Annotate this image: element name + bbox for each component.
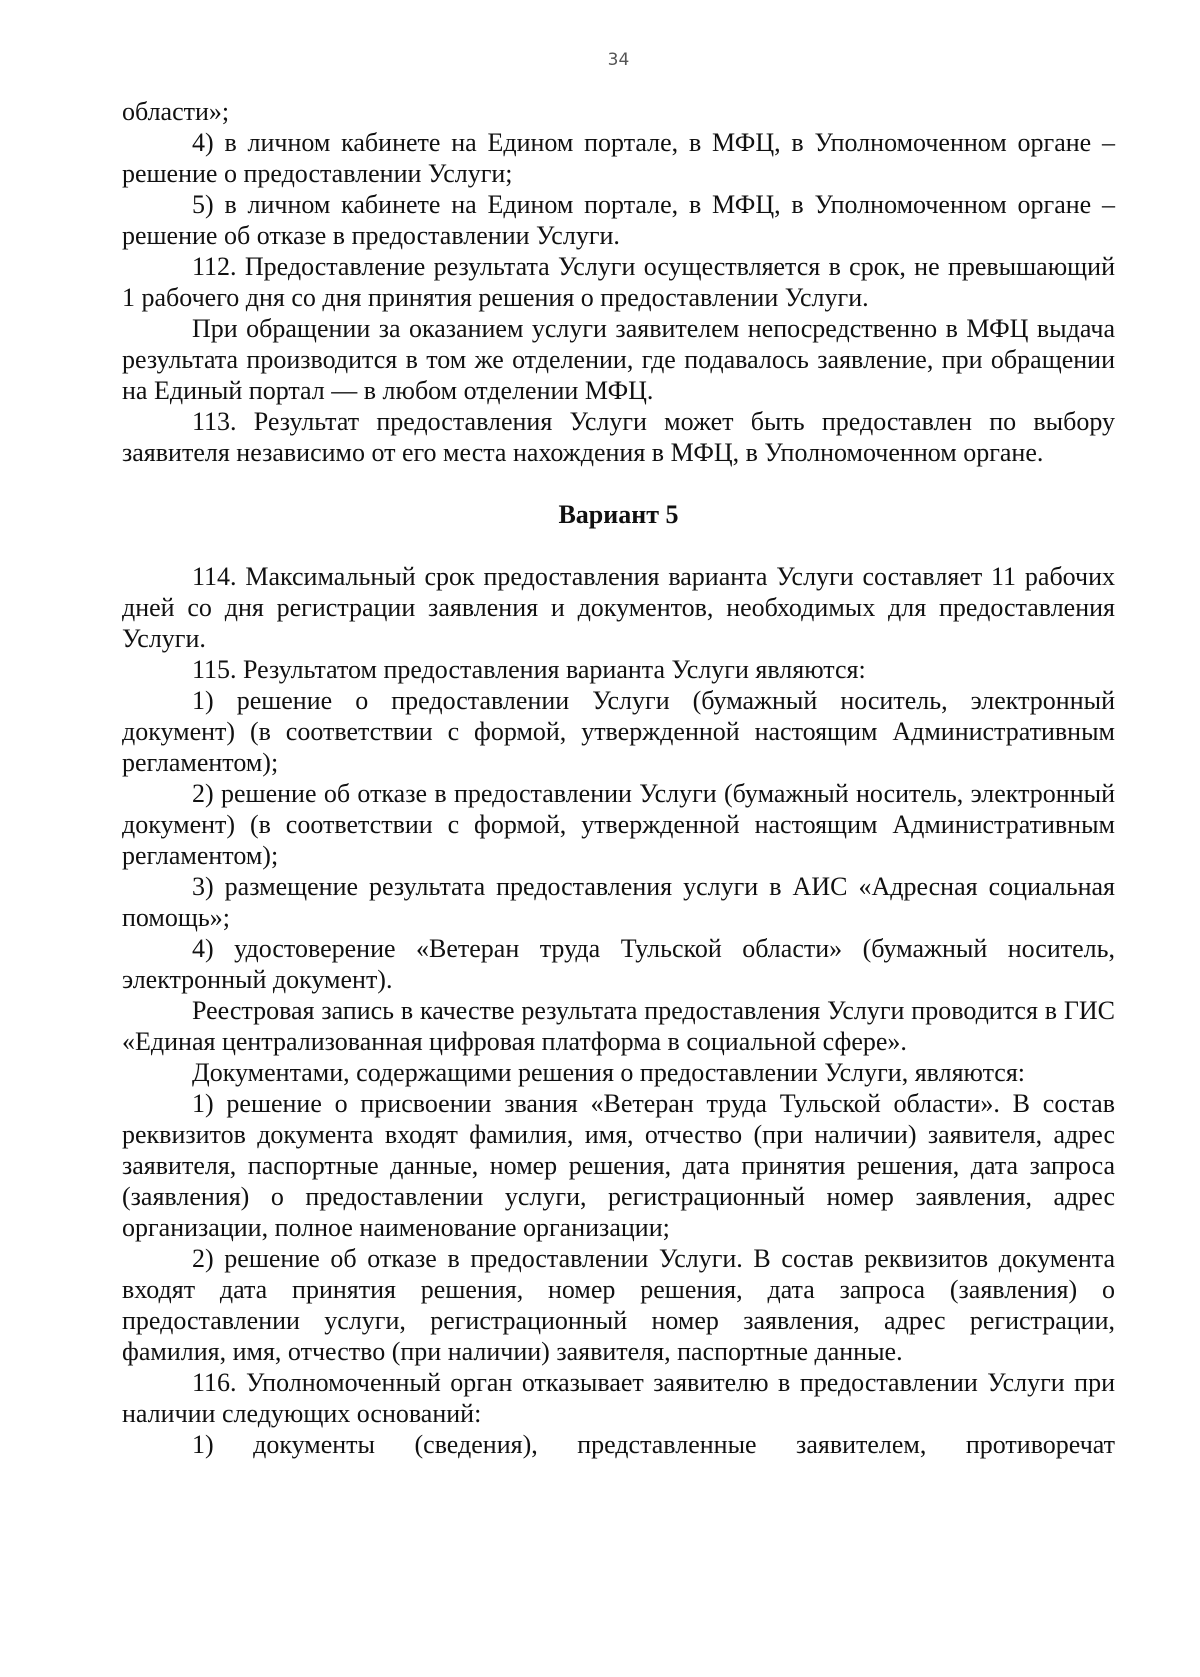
paragraph: 1) документы (сведения), представленные заявителем, противоречат: [192, 1430, 1115, 1459]
paragraph: 2) решение об отказе в предоставлении Услуги. В состав реквизитов документа входят дата принятия решения, номер решения, дата запроса (заявления) о предоставлении услуги, регистрационный номер заявления, адрес регистрации, фамилия, имя, отчество (при наличии) заявителя, паспортные данные.: [122, 1244, 1115, 1366]
paragraph: 112. Предоставление результата Услуги осуществляется в срок, не превышающий 1 рабочего дня со дня принятия решения о предоставлении Услуги.: [122, 252, 1115, 312]
paragraph: 113. Результат предоставления Услуги может быть предоставлен по выбору заявителя независимо от его места нахождения в МФЦ, в Уполномоченном органе.: [122, 407, 1115, 467]
document-body: [122, 96, 1115, 1460]
paragraph: 4) в личном кабинете на Едином портале, в МФЦ, в Уполномоченном органе – решение о предоставлении Услуги;: [122, 128, 1115, 188]
paragraph: Реестровая запись в качестве результата предоставления Услуги проводится в ГИС «Единая централизованная цифровая платформа в социальной сфере».: [122, 996, 1115, 1056]
page-number: 34: [607, 50, 630, 70]
paragraph: 1) решение о предоставлении Услуги (бумажный носитель, электронный документ) (в соответствии с формой, утвержденной настоящим Административным регламентом);: [122, 686, 1115, 777]
paragraph: 3) размещение результата предоставления услуги в АИС «Адресная социальная помощь»;: [122, 872, 1115, 932]
paragraph: 116. Уполномоченный орган отказывает заявителю в предоставлении Услуги при наличии следующих оснований:: [122, 1368, 1115, 1428]
paragraph: 4) удостоверение «Ветеран труда Тульской области» (бумажный носитель, электронный документ).: [122, 934, 1115, 994]
section-heading: Вариант 5: [558, 500, 679, 529]
paragraph: При обращении за оказанием услуги заявителем непосредственно в МФЦ выдача результата производится в том же отделении, где подавалось заявление, при обращении на Единый портал — в любом отделении МФЦ.: [122, 314, 1115, 405]
paragraph: 5) в личном кабинете на Едином портале, в МФЦ, в Уполномоченном органе – решение об отказе в предоставлении Услуги.: [122, 190, 1115, 250]
paragraph: 114. Максимальный срок предоставления варианта Услуги составляет 11 рабочих дней со дня регистрации заявления и документов, необходимых для предоставления Услуги.: [122, 562, 1115, 653]
paragraph: 115. Результатом предоставления варианта Услуги являются:: [192, 655, 866, 684]
paragraph: области»;: [122, 97, 230, 126]
paragraph: 1) решение о присвоении звания «Ветеран труда Тульской области». В состав реквизитов документа входят фамилия, имя, отчество (при наличии) заявителя, адрес заявителя, паспортные данные, номер решения, дата принятия решения, дата запроса (заявления) о предоставлении услуги, регистрационный номер заявления, адрес организации, полное наименование организации;: [122, 1089, 1115, 1242]
paragraph: Документами, содержащими решения о предоставлении Услуги, являются:: [192, 1058, 1026, 1087]
paragraph: 2) решение об отказе в предоставлении Услуги (бумажный носитель, электронный документ) (в соответствии с формой, утвержденной настоящим Административным регламентом);: [122, 779, 1115, 870]
